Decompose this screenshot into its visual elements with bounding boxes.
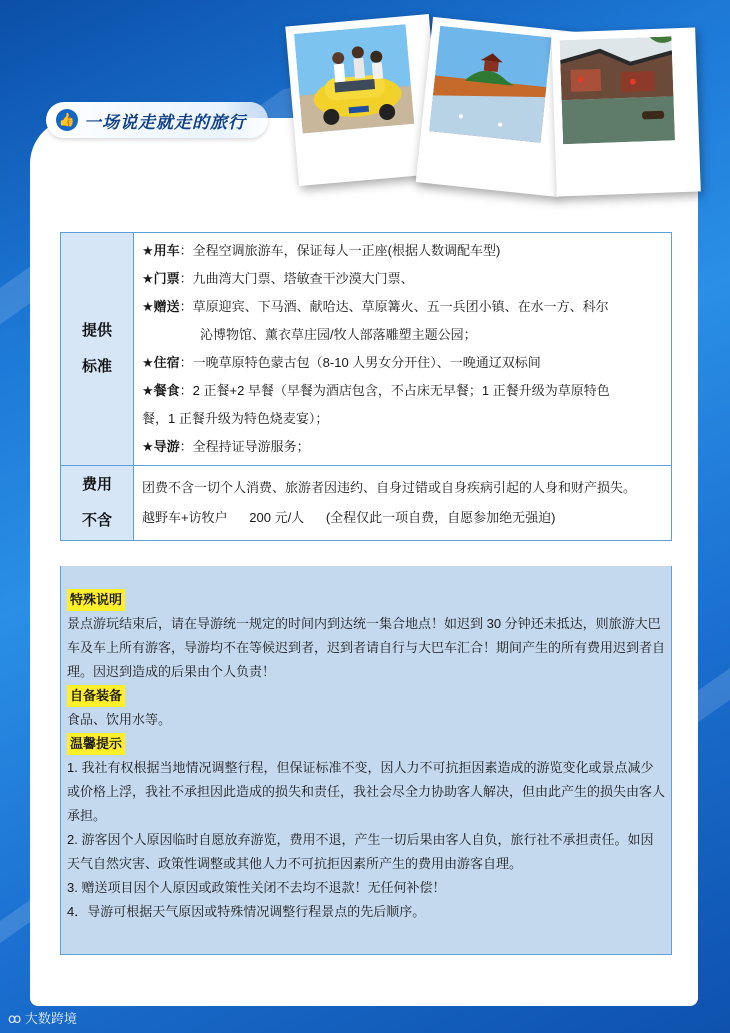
optional-fee: 越野车+访牧户 200 元/人 (全程仅此一项自费，自愿参加绝无强迫) xyxy=(142,510,556,525)
tip-item: 2. 游客因个人原因临时自愿放弃游览，费用不退，产生一切后果由客人自负，旅行社不承担责任。如因天气自然灾害、政策性调整或其他人力不可抗拒因素所产生的费用由游客自理。 xyxy=(67,832,654,871)
photo-ancient-town xyxy=(551,28,701,197)
gear-text: 食品、饮用水等。 xyxy=(67,712,172,727)
header-banner xyxy=(46,102,268,138)
list-item: ★赠送：草原迎宾、下马酒、献哈达、草原篝火、五一兵团小镇、在水一方、科尔 xyxy=(142,299,609,314)
list-item: ★用车：全程空调旅游车，保证每人一正座(根据人数调配车型) xyxy=(142,243,501,258)
special-text: 景点游玩结束后，请在导游统一规定的时间内到达统一集合地点！如迟到 30 分钟还未抵达，则旅游大巴车及车上所有游客，导游均不在等候迟到者，迟到者请自行与大巴车汇合！期间产生的所有费用迟到者自理。因迟到造成的后果由个人负责！ xyxy=(67,616,666,679)
list-item-continuation: 餐，1 正餐升级为特色烧麦宴）； xyxy=(142,411,329,426)
watermark-logo-icon: ꝏ xyxy=(8,1011,25,1026)
gear-heading: 自备装备 xyxy=(67,685,125,707)
excluded-label: 费用 不含 xyxy=(61,466,134,541)
table-row xyxy=(61,233,672,466)
list-item: ★门票：九曲湾大门票、塔敏查干沙漠大门票、 xyxy=(142,271,414,286)
excluded-content xyxy=(134,466,672,541)
tips-heading: 温馨提示 xyxy=(67,733,125,755)
tip-item: 3. 赠送项目因个人原因或政策性关闭不去均不退款！无任何补偿！ xyxy=(67,880,446,895)
table-row xyxy=(61,466,672,541)
standard-label: 提供 标准 xyxy=(61,233,134,466)
tip-item: 1. 我社有权根据当地情况调整行程，但保证标准不变，因人力不可抗拒因素造成的游览变化或景点减少或价格上浮，我社不承担因此造成的损失和责任，我社会尽全力协助客人解决，但由此产生的损失由客人承担。 xyxy=(67,760,666,823)
service-standard-table xyxy=(60,232,672,541)
excluded-text: 团费不含一切个人消费、旅游者因违约、自身过错或自身疾病引起的人身和财产损失。 xyxy=(142,480,637,495)
list-item-continuation: 沁博物馆、薰衣草庄园/牧人部落雕塑主题公园； xyxy=(200,327,477,342)
watermark: ꝏ 大数跨境 xyxy=(8,1011,77,1026)
thumbs-up-icon: 👍 xyxy=(56,109,78,131)
standard-content xyxy=(134,233,672,466)
list-item: ★住宿：一晚草原特色蒙古包（8-10 人男女分开住）、一晚通辽双标间 xyxy=(142,355,541,370)
banner-title: 一场说走就走的旅行 xyxy=(84,113,246,133)
list-item: ★导游：全程持证导游服务； xyxy=(142,439,310,454)
tip-item: 4．导游可根据天气原因或特殊情况调整行程景点的先后顺序。 xyxy=(67,904,426,919)
special-heading: 特殊说明 xyxy=(67,589,125,611)
list-item: ★餐食：2 正餐+2 早餐（早餐为酒店包含，不占床无早餐；1 正餐升级为草原特色 xyxy=(142,383,610,398)
notes-section xyxy=(60,566,672,955)
